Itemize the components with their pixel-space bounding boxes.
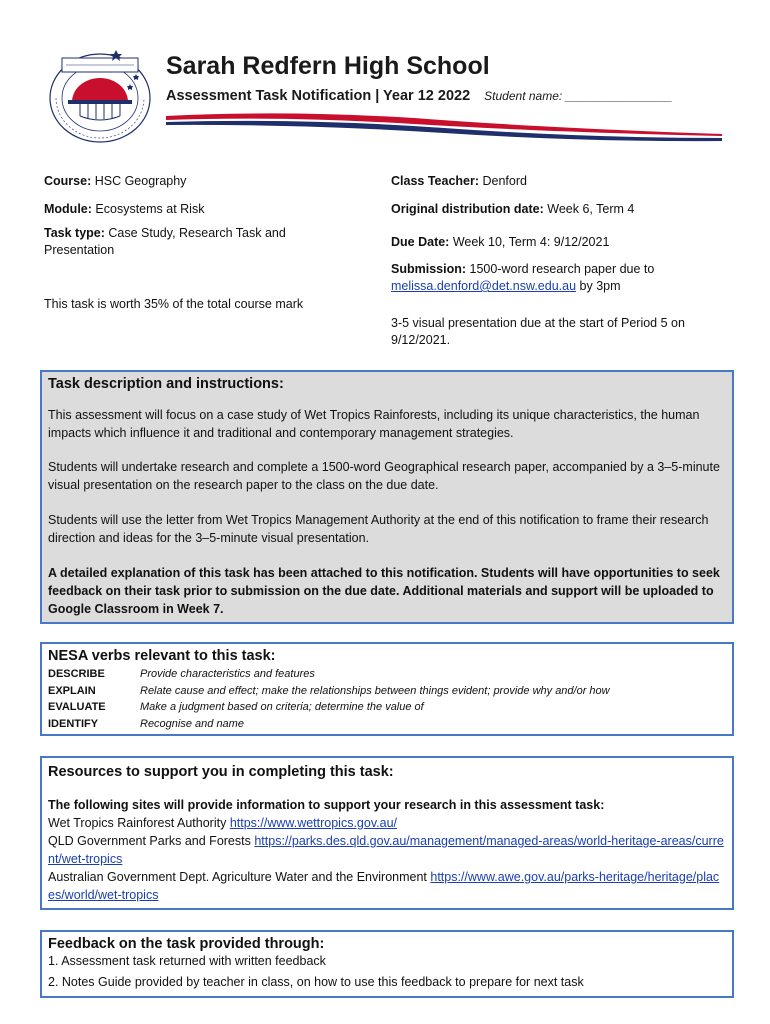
task-description-title: Task description and instructions: (48, 376, 284, 392)
feedback-item: 1. Assessment task returned with written feedback (48, 954, 326, 968)
task-type-label: Task type: (44, 226, 105, 240)
verb-definition: Relate cause and effect; make the relationships between things evident; provide why and/or how (140, 684, 610, 697)
feedback-box (40, 930, 734, 998)
resource-link[interactable]: https://www.awe.gov.au/parks-heritage/heritage/places/world/wet-tropics (48, 870, 720, 902)
module-label: Module: (44, 202, 92, 216)
task-description-p2: Students will undertake research and complete a 1500-word Geographical research paper, accompanied by a 3–5-minute visual presentation on the research paper to the class on the due date. (48, 460, 720, 492)
module-value: Ecosystems at Risk (95, 202, 205, 216)
resource-item (48, 868, 726, 904)
distribution-info (391, 201, 731, 218)
due-value: Week 10, Term 4: 9/12/2021 (452, 235, 610, 249)
verb-row (48, 666, 610, 683)
resource-link[interactable]: https://www.wettropics.gov.au/ (229, 816, 398, 830)
resource-item (48, 832, 726, 868)
header (44, 40, 734, 160)
teacher-info (391, 173, 731, 190)
course-label: Course: (44, 174, 92, 188)
distribution-value: Week 6, Term 4 (547, 202, 635, 216)
task-description-p3: Students will use the letter from Wet Tropics Management Authority at the end of this notification to frame their research direction and ideas for the 3–5-minute visual presentation. (48, 513, 709, 545)
verb-row (48, 699, 610, 716)
submission-text: 1500-word research paper due to (469, 262, 655, 276)
course-value: HSC Geography (94, 174, 187, 188)
task-description-p1: This assessment will focus on a case study of Wet Tropics Rainforests, including its unique characteristics, the human impacts which influence it and traditional and contemporary management strategies. (48, 408, 700, 440)
nesa-verbs-title: NESA verbs relevant to this task: (48, 648, 276, 664)
feedback-title: Feedback on the task provided through: (48, 936, 325, 952)
verb-term: EXPLAIN (48, 684, 96, 697)
teacher-value: Denford (482, 174, 527, 188)
notification-title: Assessment Task Notification | Year 12 2022 (166, 88, 471, 104)
notification-line (166, 88, 672, 104)
distribution-label: Original distribution date: (391, 202, 544, 216)
nesa-verbs-table (48, 666, 610, 732)
verb-row (48, 716, 610, 733)
verb-row (48, 683, 610, 700)
resource-label: Wet Tropics Rainforest Authority (48, 816, 227, 830)
course-info (44, 173, 374, 190)
resource-label: Australian Government Dept. Agriculture Water and the Environment (48, 870, 427, 884)
due-date-info (391, 234, 731, 251)
worth-info: This task is worth 35% of the total course mark (44, 297, 304, 311)
header-swoosh (164, 108, 724, 144)
nesa-verbs-box (40, 642, 734, 736)
verb-definition: Provide characteristics and features (140, 668, 315, 680)
verb-definition: Recognise and name (140, 717, 244, 730)
resources-title: Resources to support you in completing this task: (48, 764, 394, 780)
presentation-info: 3-5 visual presentation due at the start of Period 5 on 9/12/2021. (391, 316, 685, 347)
school-logo (44, 44, 156, 148)
submission-time: by 3pm (579, 279, 621, 293)
resource-link[interactable]: https://parks.des.qld.gov.au/management/managed-areas/world-heritage-areas/current/wet-tropics (48, 834, 724, 866)
verb-definition: Make a judgment based on criteria; determine the value of (140, 701, 424, 713)
due-label: Due Date: (391, 235, 450, 249)
student-name-field[interactable]: Student name: ________________ (484, 89, 673, 103)
teacher-label: Class Teacher: (391, 174, 480, 188)
submission-label: Submission: (391, 262, 467, 276)
task-description-p4: A detailed explanation of this task has been attached to this notification. Students will have opportunities to seek feedback on their task prior to submission on the due date. Additional materials and support will be uploaded to Google Classroom in Week 7. (48, 566, 720, 616)
resources-intro: The following sites will provide information to support your research in this assessment task: (48, 798, 605, 812)
task-description-box (40, 370, 734, 624)
school-name: Sarah Redfern High School (166, 52, 490, 80)
module-info (44, 201, 374, 218)
submission-email-link[interactable]: melissa.denford@det.nsw.edu.au (391, 279, 577, 293)
resource-label: QLD Government Parks and Forests (48, 834, 251, 848)
verb-term: IDENTIFY (48, 717, 99, 730)
verb-term: EVALUATE (48, 701, 106, 713)
task-type-info (44, 225, 314, 259)
resources-box (40, 756, 734, 910)
feedback-item: 2. Notes Guide provided by teacher in class, on how to use this feedback to prepare for next task (48, 975, 584, 989)
verb-term: DESCRIBE (48, 668, 105, 680)
resource-item (48, 814, 726, 832)
task-type-value: Case Study, Research Task and Presentation (44, 226, 286, 257)
submission-info (391, 261, 731, 295)
